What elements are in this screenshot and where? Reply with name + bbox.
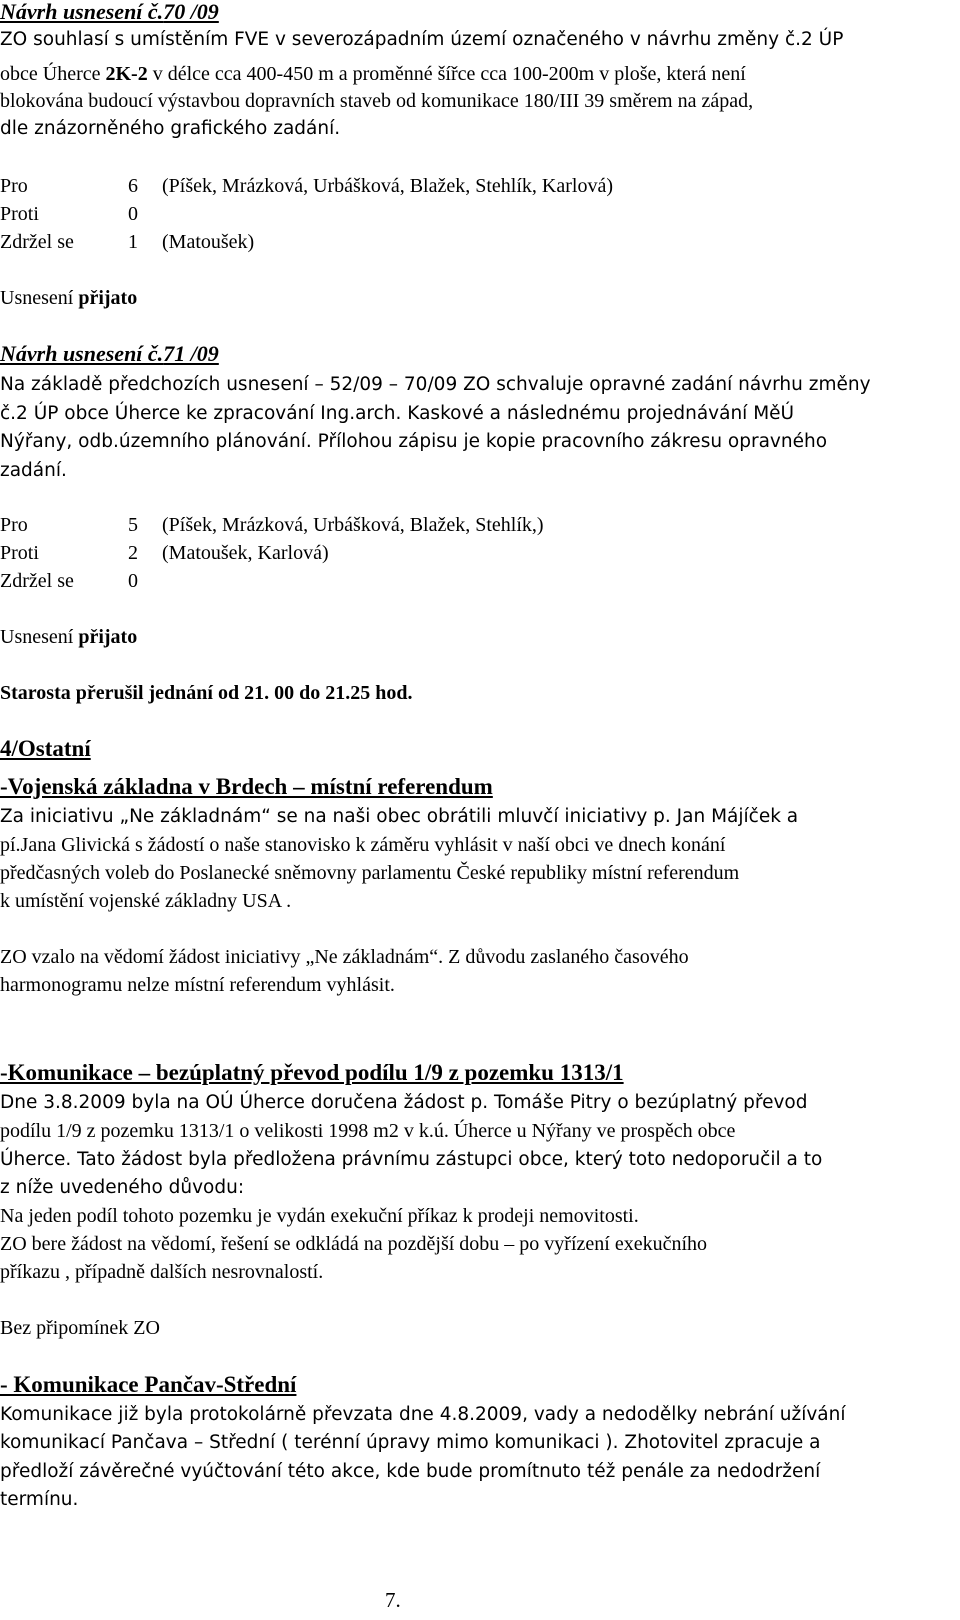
vote-label: Zdržel se <box>0 570 74 592</box>
vote-label: Proti <box>0 203 39 225</box>
vote-count: 1 <box>128 231 138 253</box>
referendum-line5: ZO vzalo na vědomí žádost iniciativy „Ne základnám“. Z důvodu zaslaného časového <box>0 946 689 968</box>
resolution-70-line1: ZO souhlasí s umístěním FVE v severozápadním území označeného v návrhu změny č.2 ÚP <box>0 29 844 50</box>
land-transfer-line4: z níže uvedeného důvodu: <box>0 1177 245 1198</box>
page-number: 7. <box>385 1588 401 1612</box>
resolution-70-heading: Návrh usnesení č.70 /09 <box>0 0 219 24</box>
vote-names: (Píšek, Mrázková, Urbášková, Blažek, Stehlík, Karlová) <box>162 175 613 197</box>
vote-count: 0 <box>128 570 138 592</box>
referendum-line3: předčasných voleb do Poslanecké sněmovny parlamentu České republiky místní referendum <box>0 862 740 884</box>
resolution-71-result: Usnesení přijato <box>0 626 138 648</box>
resolution-70-line2: obce Úherce 2K-2 v délce cca 400-450 m a proměnné šířce cca 100-200m v ploše, která není <box>0 63 746 85</box>
resolution-71-line4: zadání. <box>0 460 67 481</box>
vote-names: (Matoušek) <box>162 231 255 253</box>
land-transfer-line3: Úherce. Tato žádost byla předložena právnímu zástupci obce, který toto nedoporučil a to <box>0 1149 823 1170</box>
land-transfer-line1: Dne 3.8.2009 byla na OÚ Úherce doručena žádost p. Tomáše Pitry o bezúplatný převod <box>0 1092 808 1113</box>
resolution-70-line4: dle znázorněného grafického zadání. <box>0 118 341 139</box>
land-transfer-line6: ZO bere žádost na vědomí, řešení se odkládá na pozdější dobu – po vyřízení exekučního <box>0 1233 708 1255</box>
vote-label: Pro <box>0 175 28 197</box>
road-handover-line3: předloží závěrečné vyúčtování této akce, kde bude promítnuto též penále za nedodržení <box>0 1461 821 1482</box>
referendum-line1: Za iniciativu „Ne základnám“ se na naši obec obrátili mluvčí iniciativy p. Jan Májíček a <box>0 806 799 827</box>
break-note: Starosta přerušil jednání od 21. 00 do 21.25 hod. <box>0 682 413 704</box>
vote-names: (Matoušek, Karlová) <box>162 542 329 564</box>
referendum-heading: -Vojenská základna v Brdech – místní referendum <box>0 774 493 799</box>
road-handover-line2: komunikací Pančava – Střední ( terénní úpravy mimo komunikaci ). Zhotovitel zpracuje a <box>0 1432 821 1453</box>
vote-label: Pro <box>0 514 28 536</box>
section-title: 4/Ostatní <box>0 736 91 761</box>
vote-count: 6 <box>128 175 138 197</box>
land-transfer-note: Bez připomínek ZO <box>0 1317 160 1339</box>
referendum-line4: k umístění vojenské základny USA . <box>0 890 292 912</box>
land-transfer-line5: Na jeden podíl tohoto pozemku je vydán exekuční příkaz k prodeji nemovitosti. <box>0 1205 639 1227</box>
referendum-line2: pí.Jana Glivická s žádostí o naše stanovisko k záměru vyhlásit v naší obci ve dnech konání <box>0 834 726 856</box>
vote-label: Zdržel se <box>0 231 74 253</box>
land-transfer-heading: -Komunikace – bezúplatný převod podílu 1/9 z pozemku 1313/1 <box>0 1060 624 1085</box>
road-handover-line1: Komunikace již byla protokolárně převzata dne 4.8.2009, vady a nedodělky nebrání užívání <box>0 1404 846 1425</box>
vote-count: 2 <box>128 542 138 564</box>
land-transfer-line7: příkazu , případně dalších nesrovnalostí. <box>0 1261 324 1283</box>
resolution-70-line3: blokována budoucí výstavbou dopravních staveb od komunikace 180/III 39 směrem na západ, <box>0 90 754 112</box>
referendum-line6: harmonogramu nelze místní referendum vyhlásit. <box>0 974 395 996</box>
road-handover-line4: termínu. <box>0 1489 79 1510</box>
vote-count: 5 <box>128 514 138 536</box>
resolution-71-heading: Návrh usnesení č.71 /09 <box>0 341 219 366</box>
resolution-70-result: Usnesení přijato <box>0 287 138 309</box>
resolution-71-line3: Nýřany, odb.územního plánování. Přílohou zápisu je kopie pracovního zákresu opravného <box>0 431 828 452</box>
vote-count: 0 <box>128 203 138 225</box>
vote-label: Proti <box>0 542 39 564</box>
vote-names: (Píšek, Mrázková, Urbášková, Blažek, Stehlík,) <box>162 514 544 536</box>
road-handover-heading: - Komunikace Pančav-Střední <box>0 1372 297 1397</box>
land-transfer-line2: podílu 1/9 z pozemku 1313/1 o velikosti 1998 m2 v k.ú. Úherce u Nýřany ve prospěch obce <box>0 1120 736 1142</box>
resolution-71-line2: č.2 ÚP obce Úherce ke zpracování Ing.arch. Kaskové a následnému projednávání MěÚ <box>0 403 795 424</box>
resolution-71-line1: Na základě předchozích usnesení – 52/09 – 70/09 ZO schvaluje opravné zadání návrhu změny <box>0 374 871 395</box>
